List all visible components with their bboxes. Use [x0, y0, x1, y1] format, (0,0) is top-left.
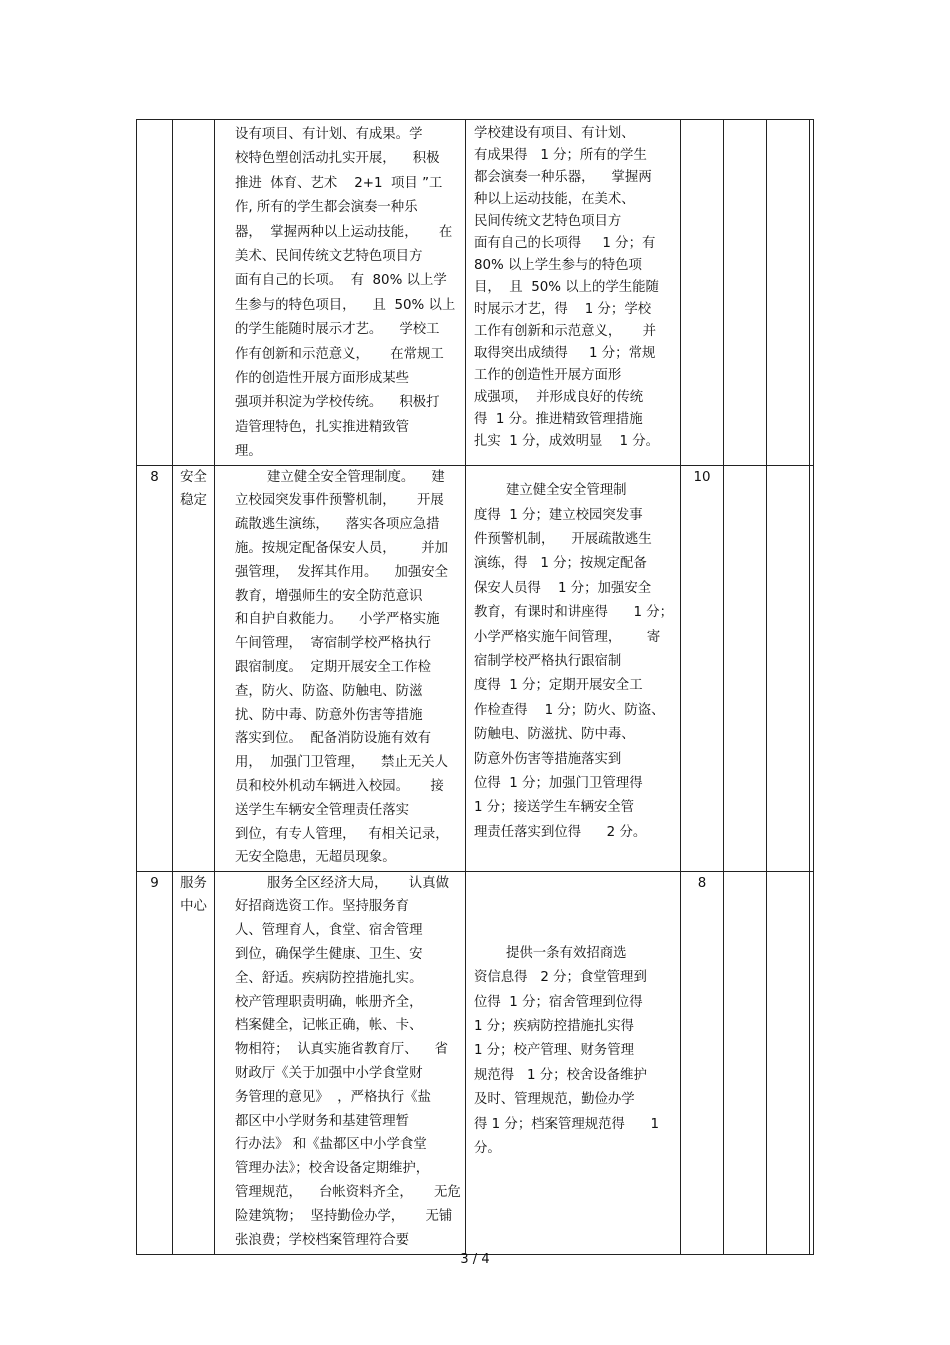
content-line: 扰、防中毒、防意外伤害等措施: [235, 707, 423, 723]
criteria-line: 有成果得 1 分；所有的学生: [474, 148, 647, 163]
criteria-line: 度得 1 分；定期开展安全工: [474, 678, 643, 694]
content-line: 无安全隐患，无超员现象。: [235, 850, 396, 866]
criteria-text: [466, 942, 680, 1184]
content-line: 教育，增强师生的安全防范意识: [235, 588, 423, 604]
criteria-text: [466, 120, 680, 453]
score-cell: [681, 465, 724, 871]
category-line: 安全: [180, 469, 207, 485]
criteria-line: 建立健全安全管理制: [506, 483, 627, 499]
criteria-line: 扎实 1 分，成效明显 1 分。: [474, 434, 659, 449]
content-line: 务管理的意见》 ，严格执行《盐: [235, 1089, 431, 1105]
criteria-line: 位得 1 分；加强门卫管理得: [474, 776, 643, 792]
content-text: [215, 466, 465, 871]
content-line: 都区中小学财务和基建管理暂: [235, 1113, 410, 1129]
criteria-line: 作检查得 1 分；防火、防盗、: [474, 702, 665, 718]
content-cell: [215, 465, 466, 871]
content-line: 好招商选资工作。坚持服务育: [235, 899, 410, 915]
content-line: 设有项目、有计划、有成果。学: [235, 127, 423, 142]
category-cell: [173, 871, 215, 1254]
content-line: 校产管理职责明确，帐册齐全，: [235, 994, 423, 1010]
table-row: [137, 465, 814, 871]
content-line: 立校园突发事件预警机制， 开展: [235, 493, 444, 509]
content-line: 跟宿制度。 定期开展安全工作检: [235, 660, 431, 676]
category-line: 中心: [180, 898, 207, 914]
evaluation-table: [136, 119, 814, 1255]
content-line: 作有创新和示范意义， 在常规工: [235, 346, 444, 362]
content-line: 人、管理育人，食堂、宿舍管理: [235, 923, 423, 939]
criteria-line: 取得突出成绩得 1 分；常规: [474, 346, 656, 361]
criteria-line: 理责任落实到位得 2 分。: [474, 824, 647, 840]
content-line: 强项并积淀为学校传统。 积极打: [235, 395, 440, 411]
table-row: [137, 120, 814, 466]
content-cell: [215, 871, 466, 1254]
criteria-line: 1 分；接送学生车辆安全管: [474, 800, 635, 816]
content-line: 用， 加强门卫管理， 禁止无关人: [235, 755, 449, 771]
content-line: 作的创造性开展方面形成某些: [235, 371, 410, 387]
criteria-cell: [466, 120, 681, 466]
row-number: 8: [150, 469, 159, 485]
content-line: 员和校外机动车辆进入校园。 接: [235, 779, 444, 795]
category-label: [180, 872, 207, 918]
criteria-line: 都会演奏一种乐器， 掌握两: [474, 170, 652, 185]
content-line: 造管理特色，扎实推进精致管: [235, 419, 410, 435]
content-line: 行办法》 和《盐都区中小学食堂: [235, 1137, 427, 1153]
content-line: 的学生能随时展示才艺。 学校工: [235, 322, 440, 338]
content-line: 张浪费；学校档案管理符合要: [235, 1232, 410, 1248]
content-cell: [215, 120, 466, 466]
row-number-cell: [137, 465, 173, 871]
content-line: 全、舒适。疾病防控措施扎实。: [235, 970, 423, 986]
criteria-line: 件预警机制， 开展疏散逃生: [474, 531, 652, 547]
page-number: 3 / 4: [460, 1252, 490, 1267]
content-text: [215, 872, 465, 1253]
criteria-line: 小学严格实施午间管理， 寄: [474, 629, 661, 645]
criteria-line: 规范得 1 分；校舍设备维护: [474, 1067, 647, 1083]
criteria-line: 位得 1 分；宿舍管理到位得: [474, 994, 643, 1010]
criteria-cell: [466, 465, 681, 871]
criteria-line: 资信息得 2 分；食堂管理到: [474, 970, 647, 986]
criteria-line: 成强项， 并形成良好的传统: [474, 390, 644, 405]
criteria-line: 得 1 分。推进精致管理措施: [474, 412, 643, 427]
row-number-cell: [137, 871, 173, 1254]
content-line: 强管理， 发挥其作用。 加强安全: [235, 564, 449, 580]
category-label: [180, 466, 207, 512]
criteria-line: 分。: [474, 1141, 501, 1157]
criteria-line: 80% 以上学生参与的特色项: [474, 258, 642, 273]
blank-cell: [724, 465, 767, 871]
criteria-line: 时展示才艺，得 1 分；学校: [474, 302, 652, 317]
blank-cell: [767, 465, 810, 871]
criteria-line: 种以上运动技能，在美术、: [474, 192, 635, 207]
content-line: 管理规范， 台帐资料齐全， 无危: [235, 1185, 461, 1201]
blank-cell: [810, 871, 814, 1254]
criteria-line: 提供一条有效招商选: [506, 945, 627, 961]
criteria-line: 及时、管理规范，勤俭办学: [474, 1092, 635, 1108]
category-line: 稳定: [180, 492, 207, 508]
blank-cell: [810, 465, 814, 871]
criteria-line: 学校建设有项目、有计划、: [474, 126, 635, 141]
category-cell: [173, 120, 215, 466]
category-line: 服务: [180, 875, 207, 891]
criteria-cell: [466, 871, 681, 1254]
content-line: 生参与的特色项目， 且 50% 以上: [235, 297, 456, 313]
blank-cell: [767, 120, 810, 466]
content-line: 到位，有专人管理， 有相关记录，: [235, 826, 449, 842]
content-line: 建立健全安全管理制度。 建: [267, 469, 445, 485]
content-line: 财政厅《关于加强中小学食堂财: [235, 1066, 423, 1082]
content-line: 器， 掌握两种以上运动技能， 在: [235, 224, 453, 240]
blank-cell: [767, 871, 810, 1254]
blank-cell: [724, 120, 767, 466]
score-cell: [681, 120, 724, 466]
content-text: [215, 120, 465, 465]
table-row: [137, 871, 814, 1254]
criteria-line: 得 1 分；档案管理规范得 1: [474, 1116, 659, 1132]
content-line: 面有自己的长项。 有 80% 以上学: [235, 273, 447, 289]
criteria-line: 面有自己的长项得 1 分；有: [474, 236, 656, 251]
content-line: 到位，确保学生健康、卫生、安: [235, 947, 423, 963]
category-cell: [173, 465, 215, 871]
criteria-line: 防意外伤害等措施落实到: [474, 751, 622, 767]
criteria-line: 教育，有课时和讲座得 1 分；: [474, 605, 674, 621]
content-line: 送学生车辆安全管理责任落实: [235, 802, 410, 818]
criteria-line: 保安人员得 1 分；加强安全: [474, 580, 652, 596]
criteria-text: [466, 479, 680, 857]
content-line: 物相符； 认真实施省教育厅、 省: [235, 1042, 449, 1058]
content-line: 和自护自救能力。 小学严格实施: [235, 612, 440, 628]
criteria-line: 民间传统文艺特色项目方: [474, 214, 622, 229]
criteria-line: 目， 且 50% 以上的学生能随: [474, 280, 659, 295]
content-line: 校特色塑创活动扎实开展， 积极: [235, 151, 440, 167]
blank-cell: [810, 120, 814, 466]
content-line: 理。: [235, 444, 262, 460]
row-number: 9: [150, 875, 159, 891]
content-line: 落实到位。 配备消防设施有效有: [235, 731, 431, 747]
criteria-line: 工作的创造性开展方面形: [474, 368, 622, 383]
score-cell: [681, 871, 724, 1254]
content-line: 推进 体育、艺术 2+1 项目 ”工: [235, 175, 443, 191]
content-line: 施。按规定配备保安人员， 并加: [235, 541, 449, 557]
row-number-cell: [137, 120, 173, 466]
criteria-line: 1 分；疾病防控措施扎实得: [474, 1019, 635, 1035]
content-line: 午间管理， 寄宿制学校严格执行: [235, 636, 431, 652]
content-line: 美术、民间传统文艺特色项目方: [235, 249, 423, 265]
content-line: 作, 所有的学生都会演奏一种乐: [235, 200, 418, 216]
content-line: 疏散逃生演练， 落实各项应急措: [235, 517, 440, 533]
content-line: 查，防火、防盗、防触电、防滋: [235, 683, 423, 699]
content-line: 险建筑物； 坚持勤俭办学， 无铺: [235, 1208, 453, 1224]
score-value: 8: [697, 875, 707, 891]
content-line: 档案健全，记帐正确，帐、卡、: [235, 1018, 423, 1034]
content-line: 服务全区经济大局， 认真做: [267, 875, 449, 891]
criteria-line: 1 分；校产管理、财务管理: [474, 1043, 635, 1059]
criteria-line: 演练，得 1 分；按规定配备: [474, 556, 647, 572]
criteria-line: 防触电、防滋扰、防中毒、: [474, 727, 635, 743]
blank-cell: [724, 871, 767, 1254]
content-line: 管理办法》；校舍设备定期维护，: [235, 1161, 430, 1177]
criteria-line: 宿制学校严格执行跟宿制: [474, 653, 622, 669]
criteria-line: 工作有创新和示范意义， 并: [474, 324, 656, 339]
criteria-line: 度得 1 分；建立校园突发事: [474, 507, 643, 523]
score-value: 10: [693, 469, 711, 485]
